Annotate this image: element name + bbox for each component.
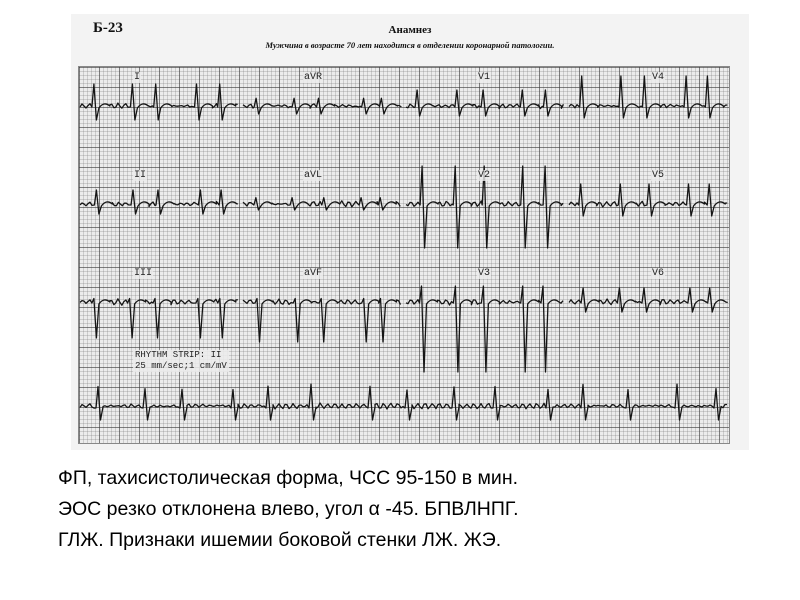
- lead-label-aVF: aVF: [304, 268, 323, 279]
- lead-label-V4: V4: [652, 72, 665, 83]
- lead-label-V2: V2: [478, 170, 491, 181]
- rhythm-strip-lead: RHYTHM STRIP: II: [135, 350, 222, 360]
- ecg-code: Б-23: [93, 20, 123, 36]
- conclusion-line-2: ЭОС резко отклонена влево, угол α -45. БПВЛНПГ.: [58, 498, 519, 520]
- lead-label-aVR: aVR: [304, 72, 323, 83]
- ecg-rhythm-strip-trace: [80, 384, 727, 420]
- ecg-row-trace-1: [80, 76, 727, 120]
- lead-label-III: III: [134, 268, 153, 279]
- lead-label-V1: V1: [478, 72, 491, 83]
- ecg-row-trace-2: [80, 166, 727, 248]
- rhythm-strip-label: [133, 350, 229, 372]
- conclusion-line-1: ФП, тахисистолическая форма, ЧСС 95-150 в мин.: [58, 467, 519, 489]
- rhythm-strip-speed: 25 mm/sec;1 cm/mV: [135, 361, 227, 371]
- lead-label-aVL: aVL: [304, 170, 323, 181]
- lead-label-I: I: [134, 72, 141, 83]
- ecg-subheading: Мужчина в возрасте 70 лет находится в отделении коронарной патологии.: [265, 40, 555, 50]
- lead-label-V3: V3: [478, 268, 491, 279]
- ecg-conclusion: [58, 463, 758, 556]
- lead-label-V5: V5: [652, 170, 665, 181]
- ecg-traces: [78, 66, 730, 444]
- lead-label-V6: V6: [652, 268, 665, 279]
- conclusion-line-3: ГЛЖ. Признаки ишемии боковой стенки ЛЖ. ЖЭ.: [58, 529, 502, 551]
- ecg-heading: Анамнез: [388, 24, 432, 36]
- ecg-image: [71, 14, 749, 450]
- lead-label-II: II: [134, 170, 147, 181]
